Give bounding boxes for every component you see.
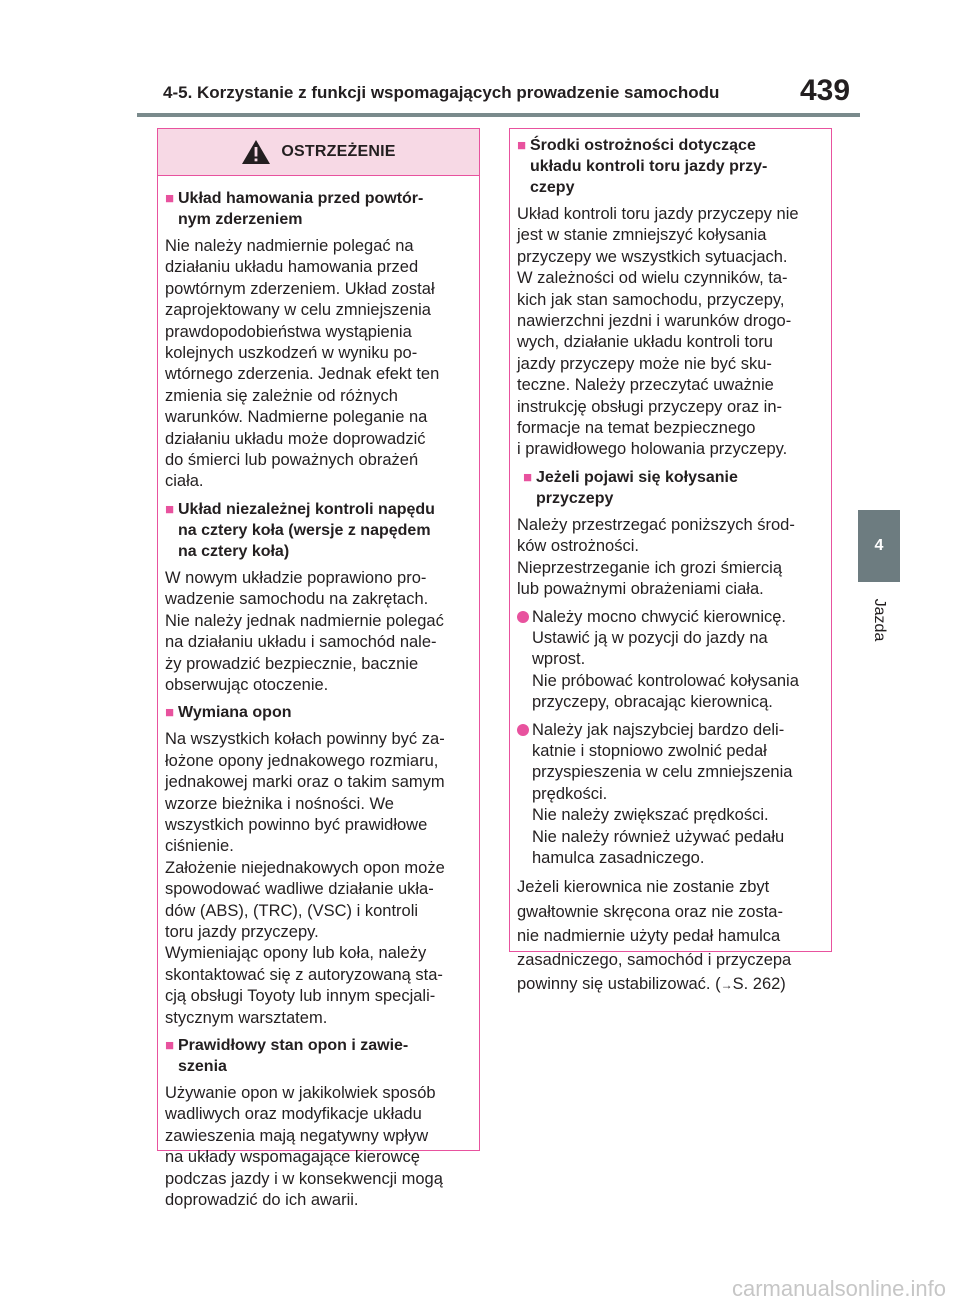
section-text: Nie należy nadmiernie polegać na działaniu układu hamowania przed powtórnym zderzeniem. Układ został zaprojektowany w celu zmniejszenia prawdopodobieństwa wystąpienia kolejnych uszkodzeń w wyniku po- wtórnego zderzenia. Jednak efekt ten zmienia się zależnie od różnych warunków. Nadmierne poleganie na działaniu układu może doprowadzić do śmierci lub poważnych obrażeń ciała. — [165, 237, 440, 491]
trailer-sway-box — [509, 128, 832, 994]
watermark: carmanualsonline.info — [731, 1276, 946, 1301]
square-bullet-icon: ■ — [165, 704, 175, 722]
header-rule — [137, 113, 860, 117]
square-bullet-icon: ■ — [523, 468, 533, 486]
section-heading — [165, 1035, 473, 1077]
section-heading — [165, 188, 473, 230]
list-item — [517, 607, 825, 714]
section-text: W nowym układzie poprawiono pro- wadzenie samochodu na zakrętach. Nie należy jednak nadmiernie polegać na działaniu układu i samochód nale- ży prowadzić bezpiecznie, bacznie obserwując otoczenie. — [165, 568, 444, 694]
chapter-label-wrap — [864, 590, 894, 650]
reference-arrow-icon: → — [720, 978, 733, 993]
section-text: Należy przestrzegać poniższych środ- ków ostrożności. Nieprzestrzeganie ich grozi śmiercią lub poważnymi obrażeniami ciała. — [517, 515, 795, 599]
section-text: Używanie opon w jakikolwiek sposób wadliwych oraz modyfikacje układu zawieszenia mają negatywny wpływ na układy wspomagające kierowcę podczas jazdy i w konsekwencji mogą doprowadzić do ich awarii. — [165, 1084, 443, 1210]
warning-body — [158, 176, 479, 1211]
chapter-label: Jazda — [871, 598, 888, 642]
section-heading-text: Wymiana opon — [178, 704, 292, 722]
square-bullet-icon: ■ — [165, 1037, 175, 1054]
section-heading-text: Środki ostrożności dotyczące układu kontroli toru jazdy przy- czepy — [530, 137, 768, 196]
warning-title: OSTRZEŻENIE — [281, 143, 396, 160]
section-heading — [523, 467, 825, 509]
section-text: Układ kontroli toru jazdy przyczepy nie jest w stanie zmniejszyć kołysania przyczepy we wszystkich sytuacjach. W zależności od wielu czynników, ta- kich jak stan samochodu, przyczepy, nawierzchni jezdni i warunków drogo- wych, działanie układu kontroli toru jazdy przyczepy może nie być sku- teczne. Należy przeczytać uważnie instrukcję obsługi przyczepy oraz in- formacje na temat bezpiecznego i prawidłowego holowania przyczepy. — [517, 205, 799, 459]
section-heading — [165, 499, 473, 562]
chapter-tab[interactable] — [858, 510, 900, 582]
page-number: 439 — [800, 74, 851, 107]
circle-bullet-icon — [517, 724, 529, 736]
warning-triangle-icon — [241, 139, 271, 165]
square-bullet-icon: ■ — [165, 190, 175, 207]
circle-bullet-icon — [517, 611, 529, 623]
section-heading — [517, 135, 825, 198]
warning-header — [158, 129, 479, 176]
square-bullet-icon: ■ — [165, 500, 175, 518]
closing-paragraph — [517, 875, 825, 997]
warning-box — [157, 128, 480, 1210]
section-heading — [165, 702, 473, 723]
square-bullet-icon: ■ — [517, 137, 527, 154]
section-heading-text: Jeżeli pojawi się kołysanie przyczepy — [536, 468, 738, 507]
list-item-text: Należy jak najszybciej bardzo deli- katnie i stopniowo zwolnić pedał przyspieszenia w celu zmniejszenia prędkości. Nie należy zwiększać prędkości. Nie należy również używać pedału hamulca zasadniczego. — [532, 720, 793, 867]
page-reference-link[interactable]: S. 262) — [732, 975, 786, 994]
section-heading-text: Układ hamowania przed powtór- nym zderzeniem — [178, 190, 424, 228]
list-item — [517, 720, 825, 870]
section-text: Na wszystkich kołach powinny być za- łożone opony jednakowego rozmiaru, jednakowej marki oraz o takim samym wzorze bieżnika i nośności. We wszystkich powinno być prawidłowe ciśnienie. Założenie niejednakowych opon może spowodować wadliwe działanie ukła- dów (ABS), (TRC), (VSC) i kontroli toru jazdy przyczepy. Wymieniając opony lub koła, należy skontaktować się z autoryzowaną sta- cją obsługi Toyoty lub innym specjali- stycznym warsztatem. — [165, 730, 445, 1027]
section-heading-text: Prawidłowy stan opon i zawie- szenia — [178, 1037, 409, 1075]
chapter-number: 4 — [874, 537, 884, 554]
closing-text: Jeżeli kierownica nie zostanie zbyt gwałtownie skręcona oraz nie zosta- nie nadmiernie użyty pedał hamulca zasadniczego, samochód i przyczepa powinny się ustabilizować. ( — [517, 878, 792, 994]
trailer-sway-body — [510, 129, 831, 997]
page-header-title: 4-5. Korzystanie z funkcji wspomagających prowadzenie samochodu — [163, 83, 720, 102]
list-item-text: Należy mocno chwycić kierownicę. Ustawić ją w pozycji do jazdy na wprost. Nie próbować kontrolować kołysania przyczepy, obracając kierownicą. — [532, 607, 799, 712]
section-heading-text: Układ niezależnej kontroli napędu na cztery koła (wersje z napędem na cztery koła) — [178, 500, 435, 560]
